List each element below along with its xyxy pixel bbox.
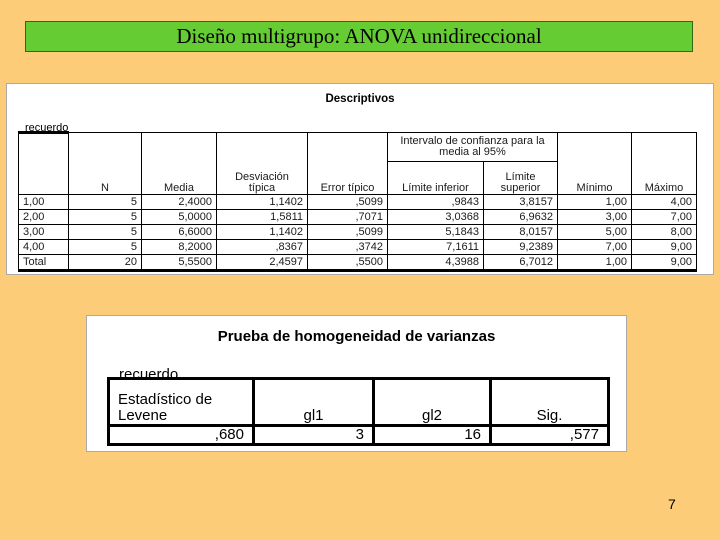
cell-min: 3,00 <box>558 210 632 225</box>
cell-desv: 2,4597 <box>217 255 308 271</box>
cell-desv: 1,1402 <box>217 195 308 210</box>
cell-max: 9,00 <box>632 255 697 271</box>
cell-max: 4,00 <box>632 195 697 210</box>
cell-min: 1,00 <box>558 255 632 271</box>
header-estadistico: Estadístico de Levene <box>109 379 254 426</box>
cell-lim-sup: 8,0157 <box>484 225 558 240</box>
header-n: N <box>69 133 142 195</box>
levene-title: Prueba de homogeneidad de varianzas <box>217 328 496 345</box>
cell-lim-inf: ,9843 <box>388 195 484 210</box>
cell-lim-sup: 6,7012 <box>484 255 558 271</box>
header-gl1: gl1 <box>254 379 374 426</box>
row-label: 1,00 <box>19 195 69 210</box>
cell-media: 5,5500 <box>142 255 217 271</box>
table-row <box>19 210 697 225</box>
table-row <box>109 426 609 445</box>
cell-error: ,7071 <box>308 210 388 225</box>
cell-media: 6,6000 <box>142 225 217 240</box>
cell-max: 7,00 <box>632 210 697 225</box>
levene-panel <box>86 315 627 452</box>
header-desviacion: Desviación típica <box>217 133 308 195</box>
cell-gl2: 16 <box>374 426 491 445</box>
cell-max: 9,00 <box>632 240 697 255</box>
cell-lim-sup: 3,8157 <box>484 195 558 210</box>
table-row <box>19 225 697 240</box>
slide-title <box>25 21 693 52</box>
cell-lim-inf: 5,1843 <box>388 225 484 240</box>
cell-n: 5 <box>69 195 142 210</box>
levene-table <box>107 377 610 446</box>
table-row <box>19 240 697 255</box>
table-row-total <box>19 255 697 271</box>
cell-lim-sup: 9,2389 <box>484 240 558 255</box>
cell-error: ,5500 <box>308 255 388 271</box>
cell-lim-inf: 7,1611 <box>388 240 484 255</box>
cell-error: ,5099 <box>308 225 388 240</box>
descriptivos-table <box>18 131 697 272</box>
cell-sig: ,577 <box>491 426 609 445</box>
descriptivos-corner-header <box>19 133 69 195</box>
row-label: 2,00 <box>19 210 69 225</box>
cell-media: 8,2000 <box>142 240 217 255</box>
cell-error: ,3742 <box>308 240 388 255</box>
header-lim-inf: Límite inferior <box>388 162 484 195</box>
cell-lim-inf: 3,0368 <box>388 210 484 225</box>
header-lim-sup: Límite superior <box>484 162 558 195</box>
cell-max: 8,00 <box>632 225 697 240</box>
row-label: Total <box>19 255 69 271</box>
cell-lim-inf: 4,3988 <box>388 255 484 271</box>
descriptivos-variable-label: recuerdo <box>25 122 69 134</box>
row-label: 4,00 <box>19 240 69 255</box>
header-minimo: Mínimo <box>558 133 632 195</box>
cell-n: 5 <box>69 210 142 225</box>
header-sig: Sig. <box>491 379 609 426</box>
cell-desv: ,8367 <box>217 240 308 255</box>
cell-estadistico: ,680 <box>109 426 254 445</box>
cell-error: ,5099 <box>308 195 388 210</box>
descriptivos-title: Descriptivos <box>325 93 395 105</box>
header-maximo: Máximo <box>632 133 697 195</box>
table-row <box>19 195 697 210</box>
header-media: Media <box>142 133 217 195</box>
cell-media: 2,4000 <box>142 195 217 210</box>
row-label: 3,00 <box>19 225 69 240</box>
cell-min: 1,00 <box>558 195 632 210</box>
cell-lim-sup: 6,9632 <box>484 210 558 225</box>
header-error: Error típico <box>308 133 388 195</box>
cell-media: 5,0000 <box>142 210 217 225</box>
cell-gl1: 3 <box>254 426 374 445</box>
cell-min: 7,00 <box>558 240 632 255</box>
header-gl2: gl2 <box>374 379 491 426</box>
header-intervalo: Intervalo de confianza para la media al 95% <box>388 133 558 162</box>
slide-title-text: Diseño multigrupo: ANOVA unidireccional <box>176 24 542 48</box>
cell-desv: 1,1402 <box>217 225 308 240</box>
page-number: 7 <box>668 496 676 512</box>
cell-desv: 1,5811 <box>217 210 308 225</box>
cell-n: 5 <box>69 225 142 240</box>
cell-min: 5,00 <box>558 225 632 240</box>
cell-n: 5 <box>69 240 142 255</box>
cell-n: 20 <box>69 255 142 271</box>
levene-variable-label: recuerdo <box>119 366 179 383</box>
